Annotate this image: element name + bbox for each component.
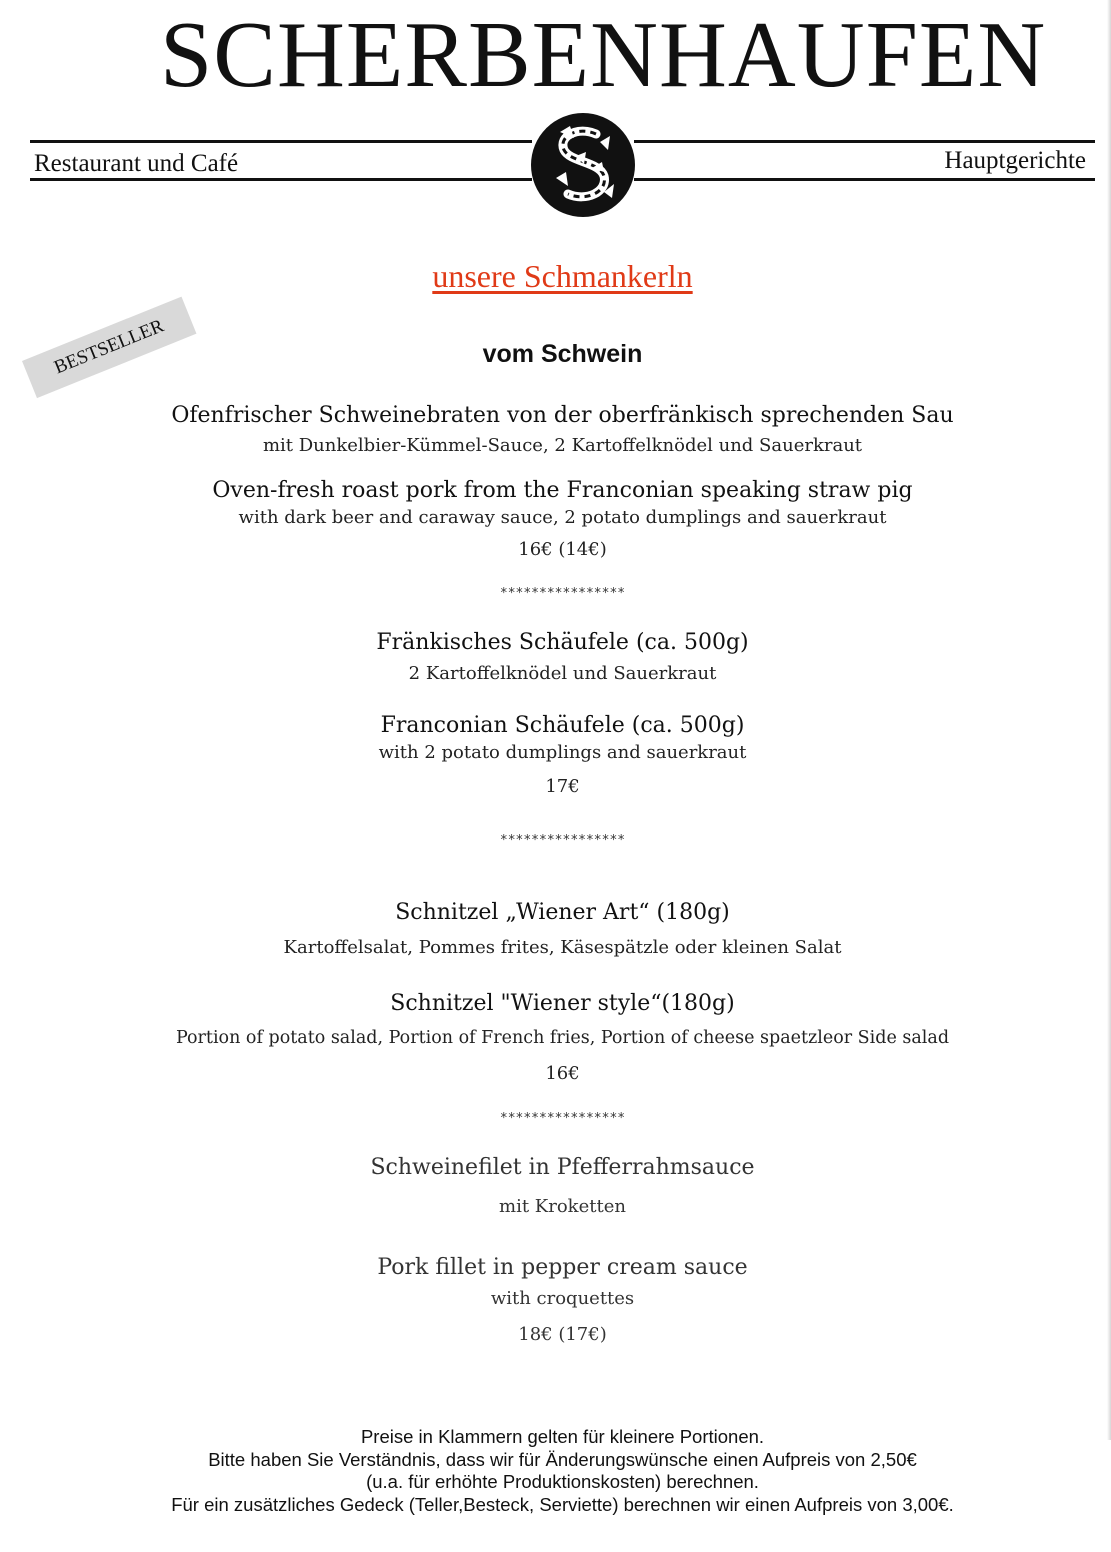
header-rule-bottom-right (634, 178, 1095, 181)
subsection-title: vom Schwein (482, 340, 643, 368)
separator: **************** (499, 586, 626, 601)
dish-price: 16€ (545, 1063, 580, 1084)
footer-line: (u.a. für erhöhte Produktionskosten) berechnen. (366, 1471, 759, 1492)
footer-line: Preise in Klammern gelten für kleinere Portionen. (360, 1426, 765, 1447)
dish-desc-en: with croquettes (490, 1288, 635, 1309)
header-rule-bottom-left (30, 178, 532, 181)
footer-notes (0, 1426, 1111, 1516)
dish-name-en: Franconian Schäufele (ca. 500g) (380, 713, 745, 738)
separator: **************** (499, 833, 626, 848)
page-edge-shadow (1107, 0, 1111, 1440)
menu-section-label: Hauptgerichte (944, 147, 1086, 174)
dish-name-de: Schnitzel „Wiener Art“ (180g) (395, 900, 730, 925)
dish-name-en: Schnitzel "Wiener style“(180g) (390, 991, 735, 1016)
bestseller-badge: BESTSELLER (22, 297, 196, 399)
header-rule-top-right (634, 140, 1095, 143)
dish-desc-en: with 2 potato dumplings and sauerkraut (378, 742, 747, 763)
dish-desc-de: mit Dunkelbier-Kümmel-Sauce, 2 Kartoffelknödel und Sauerkraut (262, 435, 863, 456)
footer-line: Bitte haben Sie Verständnis, dass wir für Änderungswünsche einen Aufpreis von 2,50€ (208, 1448, 917, 1470)
dish-desc-de: Kartoffelsalat, Pommes frites, Käsespätzle oder kleinen Salat (283, 937, 842, 958)
dish-name-de: Fränkisches Schäufele (ca. 500g) (376, 630, 749, 655)
dish-desc-de: 2 Kartoffelknödel und Sauerkraut (408, 663, 717, 684)
restaurant-name: SCHERBENHAUFEN (160, 3, 1047, 107)
dish-name-en: Oven-fresh roast pork from the Franconian speaking straw pig (212, 478, 913, 503)
dish-name-de: Schweinefilet in Pfefferrahmsauce (370, 1155, 755, 1180)
dish-desc-de: mit Kroketten (499, 1196, 626, 1217)
scherbenhaufen-logo-icon (530, 112, 636, 218)
dish-price: 17€ (545, 776, 580, 797)
restaurant-tagline: Restaurant und Café (34, 150, 239, 177)
dish-name-en: Pork fillet in pepper cream sauce (377, 1255, 748, 1280)
dish-name-de: Ofenfrischer Schweinebraten von der oberfränkisch sprechenden Sau (171, 403, 954, 428)
separator: **************** (499, 1111, 626, 1126)
section-title: unsere Schmankerln (432, 258, 693, 294)
dish-desc-en: Portion of potato salad, Portion of French fries, Portion of cheese spaetzleor Side salad (175, 1028, 950, 1048)
dish-desc-en: with dark beer and caraway sauce, 2 potato dumplings and sauerkraut (238, 507, 887, 528)
header-rule-top-left (30, 140, 532, 143)
dish-price: 18€ (17€) (518, 1324, 607, 1345)
dish-price: 16€ (14€) (518, 539, 607, 560)
footer-line: Für ein zusätzliches Gedeck (Teller,Besteck, Serviette) berechnen wir einen Aufpreis von 3,00€. (171, 1493, 954, 1515)
